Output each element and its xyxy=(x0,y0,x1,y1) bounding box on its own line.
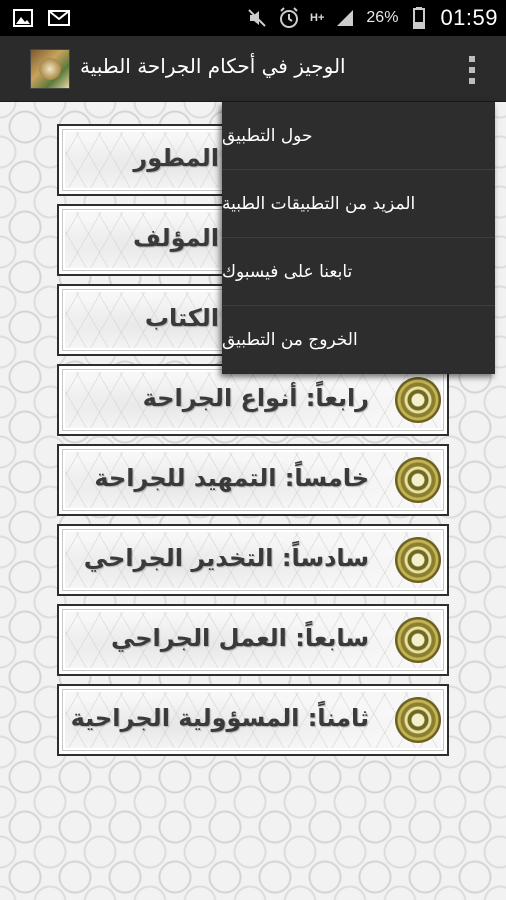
list-item-label: خامساً: التمهيد للجراحة xyxy=(94,464,369,492)
list-item[interactable] xyxy=(57,444,449,516)
medallion-icon xyxy=(395,537,441,583)
gmail-icon xyxy=(48,7,70,29)
overflow-menu-icon[interactable] xyxy=(464,54,480,86)
overflow-menu xyxy=(222,102,495,374)
action-bar xyxy=(0,36,506,102)
list-item-label: المؤلف xyxy=(133,224,219,252)
list-item[interactable] xyxy=(57,604,449,676)
app-logo-icon[interactable] xyxy=(30,49,70,89)
list-item[interactable] xyxy=(57,524,449,596)
clock: 01:59 xyxy=(440,5,498,30)
overflow-dot xyxy=(469,56,475,62)
signal-icon xyxy=(334,7,356,29)
medallion-icon xyxy=(395,457,441,503)
mute-icon xyxy=(246,7,268,29)
list-item-label: رابعاً: أنواع الجراحة xyxy=(142,384,369,412)
battery-percent: 26% xyxy=(366,9,399,26)
alarm-icon xyxy=(278,7,300,29)
status-bar xyxy=(0,0,506,36)
medallion-icon xyxy=(395,697,441,743)
list-item-label: سادساً: التخدير الجراحي xyxy=(83,544,369,572)
list-item-label: ثامناً: المسؤولية الجراحية xyxy=(70,704,369,732)
medallion-icon xyxy=(395,617,441,663)
notification-icons xyxy=(12,7,70,29)
overflow-dot xyxy=(469,67,475,73)
menu-item-about[interactable]: حول التطبيق xyxy=(222,102,495,170)
list-item-label: المطور xyxy=(133,144,219,172)
image-icon xyxy=(12,7,34,29)
list-item-label: الكتاب xyxy=(144,304,219,332)
list-item[interactable] xyxy=(57,684,449,756)
menu-item-exit[interactable]: الخروج من التطبيق xyxy=(222,330,358,350)
list-item-label: سابعاً: العمل الجراحي xyxy=(110,624,369,652)
network-type-label: H+ xyxy=(310,12,325,24)
battery-icon xyxy=(408,7,430,29)
menu-item-facebook[interactable]: تابعنا على فيسبوك xyxy=(222,238,495,306)
overflow-dot xyxy=(469,78,475,84)
app-title: الوجيز في أحكام الجراحة الطبية xyxy=(80,54,346,78)
list-item[interactable] xyxy=(57,364,449,436)
medallion-icon xyxy=(395,377,441,423)
system-status xyxy=(246,5,498,31)
menu-item-more-apps[interactable]: المزيد من التطبيقات الطبية xyxy=(222,170,495,238)
